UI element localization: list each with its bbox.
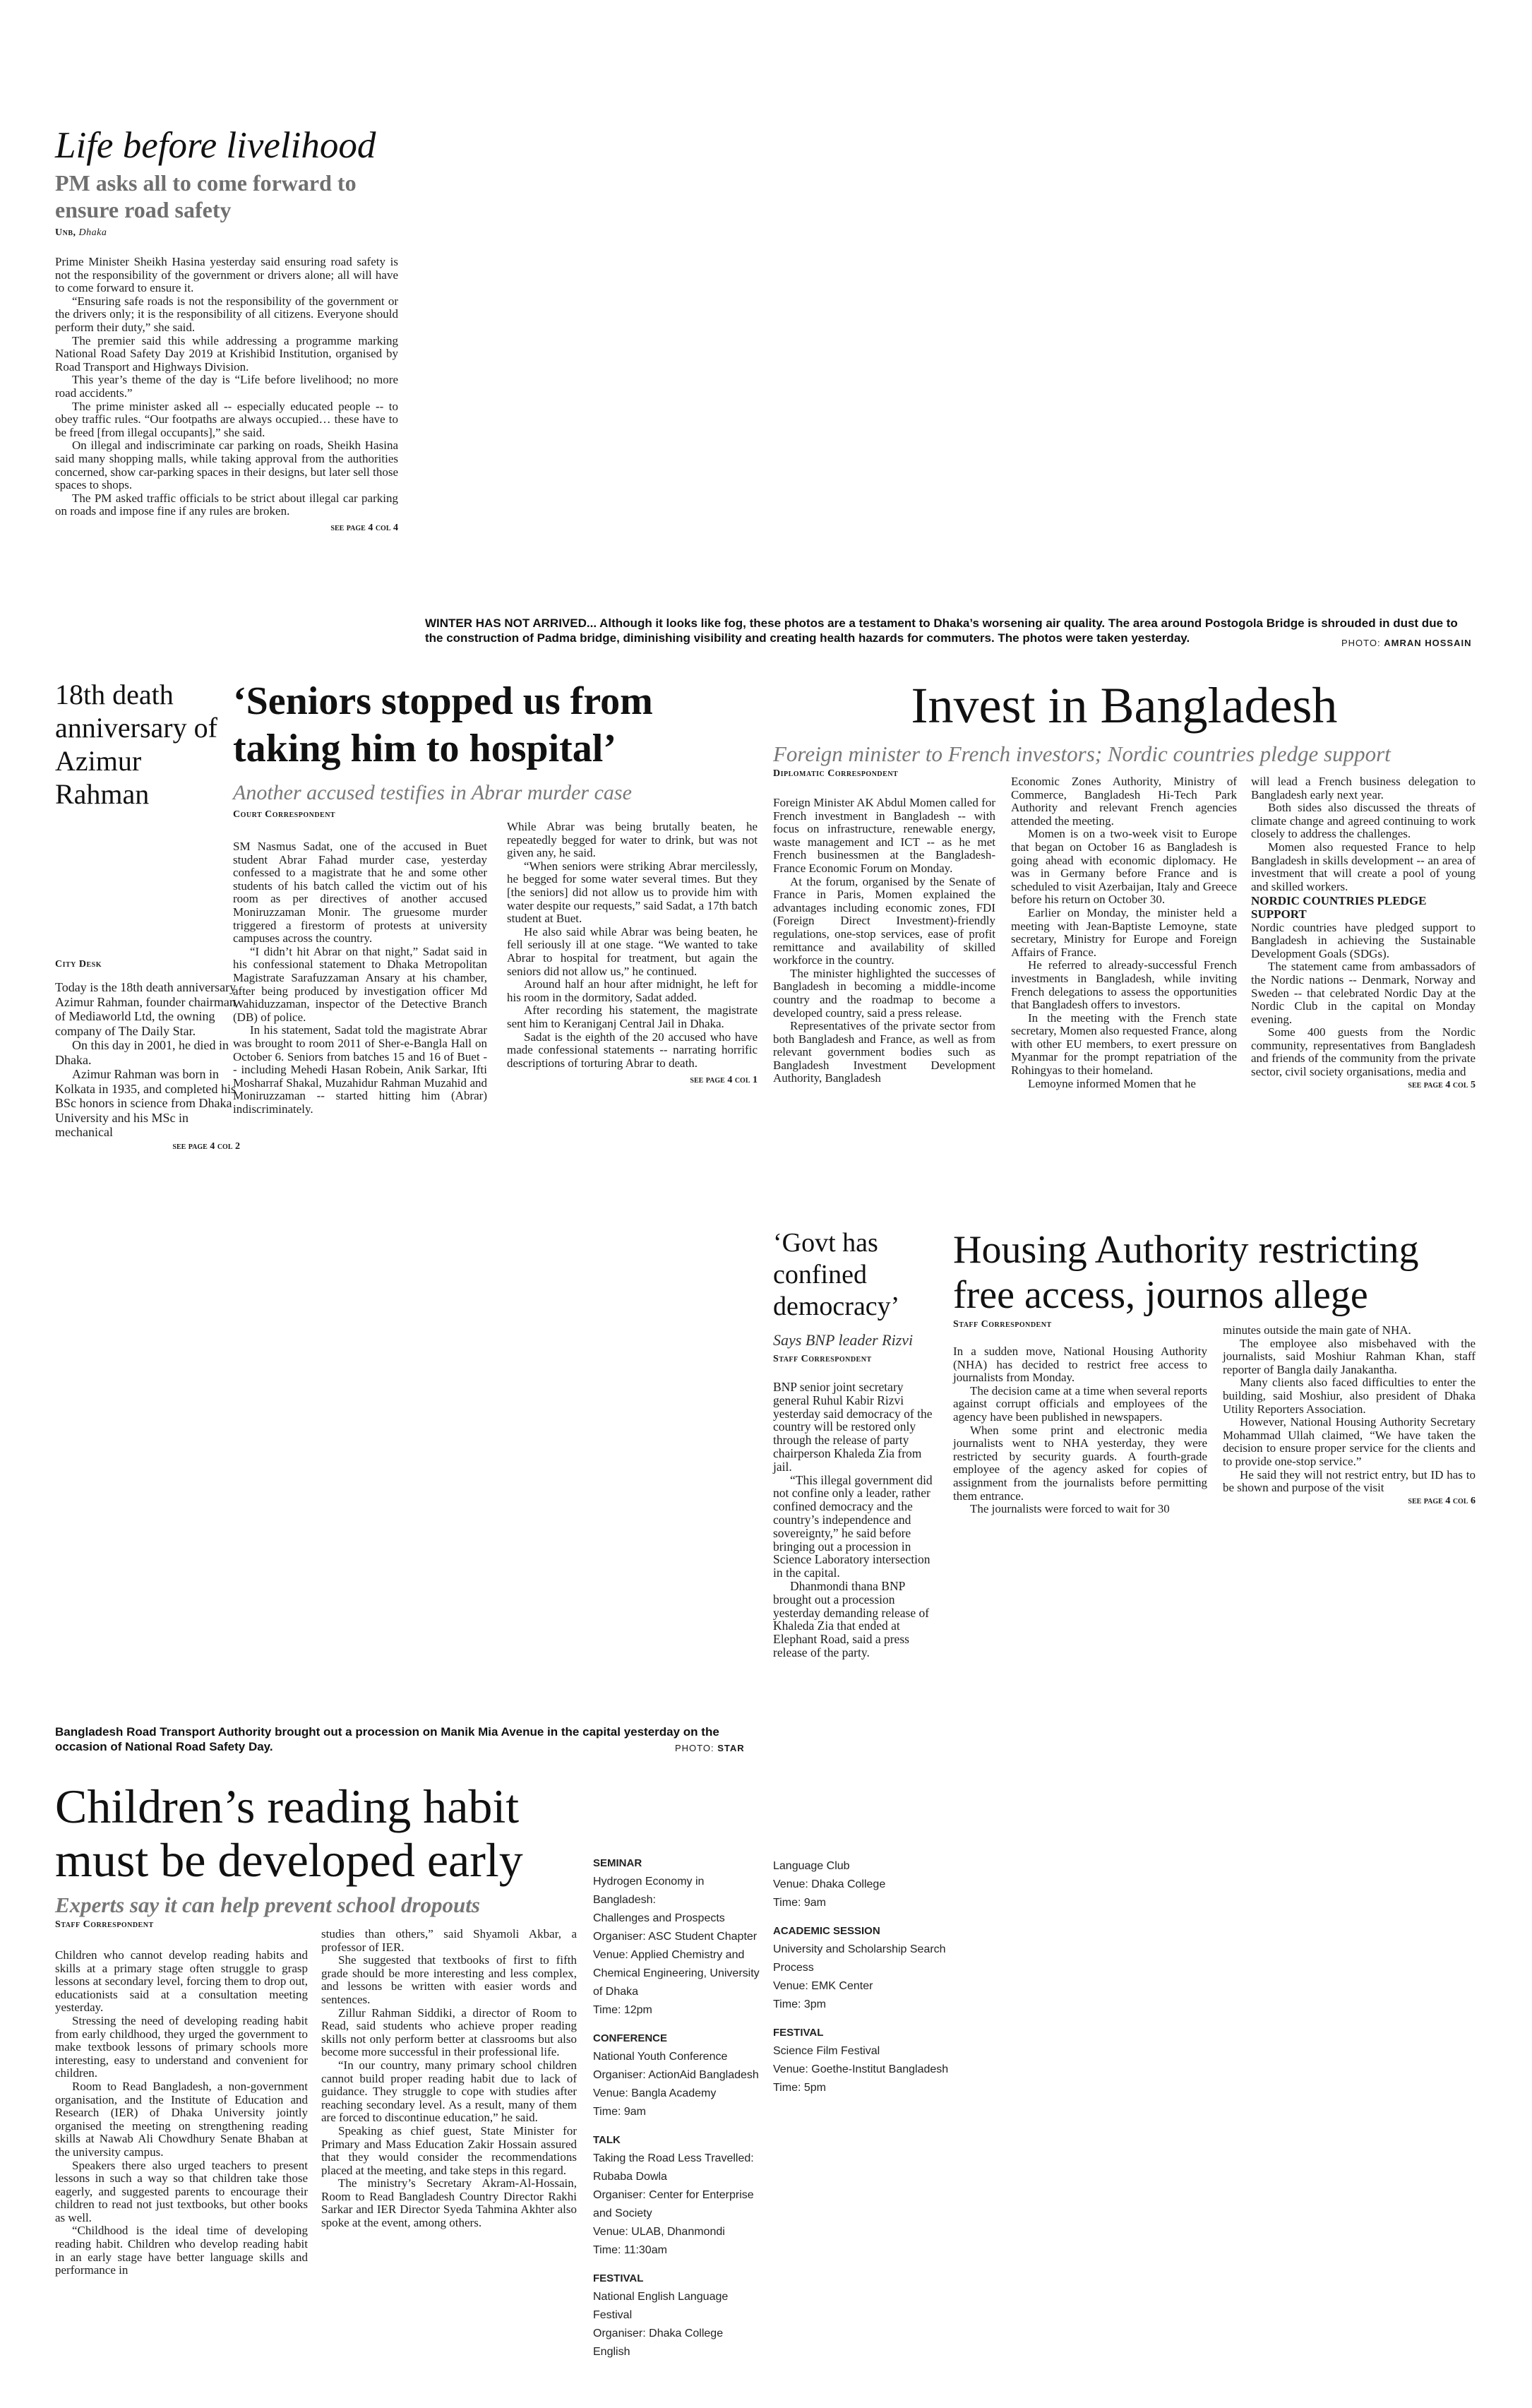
paragraph: Nordic countries have pledged support to Bangladesh in achieving the Sustainable Development Goals (SDGs). [1251,920,1476,960]
jump-line[interactable]: see page 4 col 2 [172,1140,240,1152]
paragraph: The PM asked traffic officials to be strict about illegal car parking on roads and impose fine if any rules are broken. [55,491,398,518]
paragraph: Children who cannot develop reading habits and skills at a primary stage often struggle to grasp lessons at secondary level, forcing them to drop out, educationists said at a consultation meeting yesterday. [55,1948,308,2015]
invest-column-1 [773,797,995,1085]
paragraph: When some print and electronic media journalists went to NHA yesterday, they were restricted by security guards. A fourth-grade employee of the agency asked for copies of assignment from the journalists before permitting them entrance. [953,1423,1207,1503]
deck: Another accused testifies in Abrar murder case [233,781,632,804]
article-body [773,1381,942,1659]
listing-line: Taking the Road Less Travelled: [593,2152,754,2164]
listing-line: Language Club [773,1860,850,1872]
paragraph: He also said while Abrar was being beaten, he fell seriously ill at one stage. “We wanted to take Abrar to hospital for treatment, but again the seniors did not allow us,” he continued. [507,924,758,978]
invest-column-2 [1011,775,1237,1090]
listing-line: Venue: Bangla Academy [593,2087,717,2099]
paragraph: Representatives of the private sector from both Bangladesh and France, as well as from relevant government bodies such as Bangladesh Investment Development Authority, Bangladesh [773,1019,995,1085]
listing-line: Venue: Goethe-Institut Bangladesh [773,2063,949,2075]
story-azimur-rahman [55,678,240,1152]
headline: ‘Govt has confined democracy’ [773,1228,900,1321]
listing-line: National English Language Festival [593,2291,729,2321]
listing-line: Organiser: Dhaka College English [593,2327,724,2358]
invest-column-3 [1251,775,1476,1092]
paragraph: Both sides also discussed the threats of climate change and agreed continuing to work closely to address the challenges. [1251,801,1476,841]
paragraph: In a sudden move, National Housing Authority (NHA) has decided to restrict free access to journalists from Monday. [953,1345,1207,1385]
byline: Court Correspondent [233,809,336,820]
event-listings-column-2 [773,1857,950,2097]
listing-line: Time: 9am [773,1897,826,1909]
paragraph: He said they will not restrict entry, but ID has to be shown and purpose of the visit [1223,1467,1476,1495]
listing-line: Time: 11:30am [593,2244,667,2256]
story-housing-authority [953,1227,1476,1330]
headline: Life before livelihood [55,125,376,166]
listing-line: Time: 12pm [593,2004,652,2016]
listing-line: Time: 5pm [773,2082,826,2094]
paragraph: The prime minister asked all -- especially educated people -- to obey traffic rules. “Our footpaths are always occupied… these have to be freed [from illegal occupants],” she said. [55,399,398,439]
photo-brta-procession [55,1232,761,1719]
children-column-1 [55,1949,308,2277]
paragraph: The ministry’s Secretary Akram-Al-Hossain, Room to Read Bangladesh Country Director Rakhi Sarkar and IER Director Syeda Tahmina Akhter also spoke at the event, among others. [321,2176,577,2230]
jump-line[interactable]: see page 4 col 4 [330,522,398,533]
byline: Diplomatic Correspondent [773,768,899,779]
photo-dust-postogola [425,21,1477,611]
deck: Foreign minister to French investors; Nordic countries pledge support [773,741,1391,766]
paragraph: Many clients also faced difficulties to enter the building, said Moshiur, also president of Dhaka Utility Reporters Association. [1223,1376,1476,1416]
photo-caption: Bangladesh Road Transport Authority brought out a procession on Manik Mia Avenue in the capital yesterday on the occasion of National Road Safety Day. [55,1725,719,1753]
paragraph: Momen is on a two-week visit to Europe that began on October 16 as Bangladesh is going ahead with economic diplomacy. He was in Germany before France and is scheduled to visit Azerbaijan, Italy and Greece before his return on October 30. [1011,827,1237,907]
paragraph: Room to Read Bangladesh, a non-government organisation, and the Institute of Education and Research (IER) of Dhaka University jointly organised the meeting on strengthening reading skills at Nawab Ali Chowdhury Senate Bhaban at the university campus. [55,2079,308,2159]
listing-line: Venue: Applied Chemistry and [593,1949,745,1961]
paragraph: “This illegal government did not confine only a leader, rather confined democracy and the country’s independence and sovereignty,” he said before bringing out a procession in Science Laboratory intersection in the capital. [773,1472,933,1580]
listing-line: Venue: Dhaka College [773,1878,886,1890]
paragraph: The employee also misbehaved with the journalists, said Moshiur Rahman Khan, staff reporter of Bangla daily Janakantha. [1223,1336,1476,1376]
listing-line: of Dhaka [593,1986,639,1998]
paragraph: “Childhood is the ideal time of developing reading habit. Children who develop reading habit in an early stage have better language skills and performance in [55,2224,308,2277]
deck: Experts say it can help prevent school dropouts [55,1893,480,1917]
paragraph: “Ensuring safe roads is not the responsibility of the government or the drivers only; it is the responsibility of all citizens. Everyone should perform their duty,” she said. [55,294,398,334]
paragraph: Today is the 18th death anniversary Azimur Rahman, founder chairman of Mediaworld Ltd, the owning company of The Daily Star. [55,980,237,1038]
listing-line: University and Scholarship Search [773,1943,946,1955]
headline: ‘Seniors stopped us from taking him to hospital’ [233,679,653,770]
byline: Unb, Dhaka [55,227,107,238]
paragraph: Azimur Rahman was born in Kolkata in 1935, and completed his BSc honors in science from Dhaka University and his MSc in mechanical [55,1067,236,1139]
listing-category: TALK [593,2134,621,2146]
listing-category: CONFERENCE [593,2032,668,2044]
paragraph: Dhanmondi thana BNP brought out a procession yesterday demanding release of Khaleda Zia that ended at Elephant Road, said a press release of the party. [773,1578,930,1659]
jump-line[interactable]: see page 4 col 5 [1408,1079,1476,1090]
paragraph: In the meeting with the French state secretary, Momen also requested France, along with other EU members, to exert pressure on Myanmar for the prompt repatriation of the Rohingyas to their homeland. [1011,1011,1237,1078]
photo-bottom-right [960,1780,1476,2366]
byline: Staff Correspondent [773,1354,872,1364]
deck: Says BNP leader Rizvi [773,1331,914,1349]
jump-line[interactable]: see page 4 col 6 [1408,1495,1476,1506]
paragraph: The minister highlighted the successes of Bangladesh in becoming a middle-income country and the roadmap to become a developed country, said a press release. [773,966,995,1020]
paragraph: BNP senior joint secretary general Ruhul Kabir Rizvi yesterday said democracy of the country will be restored only through the release of party chairperson Khaleda Zia from jail. [773,1380,933,1474]
listing-category: FESTIVAL [593,2272,644,2284]
deck: PM asks all to come forward to ensure road safety [55,170,357,222]
housing-column-2 [1223,1324,1476,1508]
listing-line: Venue: ULAB, Dhanmondi [593,2226,725,2238]
headline: 18th death anniversary of Azimur Rahman [55,679,217,810]
paragraph: He referred to already-successful French investments in Bangladesh, while inviting French delegations to assess the opportunities that Bangladesh offers to investors. [1011,958,1237,1012]
paragraph: will lead a French business delegation to Bangladesh early next year. [1251,775,1476,801]
children-column-2 [321,1928,577,2230]
paragraph: Zillur Rahman Siddiki, a director of Room to Read, said students who achieve proper reading skills not only perform better at classrooms but also become more successful in their professional life. [321,2005,577,2059]
headline: Children’s reading habit must be developed early [55,1780,523,1887]
paragraph: However, National Housing Authority Secretary Mohammad Ullah claimed, “We have taken the decision to ensure proper service for the clients and to provide one-stop service.” [1223,1415,1476,1468]
listing-line: Rubaba Dowla [593,2171,667,2183]
paragraph: This year’s theme of the day is “Life before livelihood; no more road accidents.” [55,373,398,400]
paragraph: On illegal and indiscriminate car parking on roads, Sheikh Hasina said many shopping malls, while taking approval from the authorities concerned, show car-parking spaces in their designs, but later sell those spaces to shops. [55,439,398,492]
paragraph: Momen also requested France to help Bangladesh in skills development -- an area of investment that will create a pool of young and skilled workers. [1251,840,1476,893]
listing-line: Chemical Engineering, University [593,1967,760,1979]
photo-caption: WINTER HAS NOT ARRIVED... Although it looks like fog, these photos are a testament to Dhaka’s worsening air quality. The area around Postogola Bridge is shrouded in dust due to the construction of Padma bridge, diminishing visibility and creating health hazards for commuters. The photos were taken yesterday. [425,616,1458,645]
listing-line: Organiser: ASC Student Chapter [593,1931,758,1943]
paragraph: Sadat is the eighth of the 20 accused who have made confessional statements -- narrating horrific descriptions of torturing Abrar to death. [507,1030,758,1070]
jump-line[interactable]: see page 4 col 1 [690,1075,758,1086]
byline: Staff Correspondent [953,1319,1052,1330]
article-body [55,256,398,518]
listing-line: Hydrogen Economy in Bangladesh: [593,1876,705,1906]
paragraph: minutes outside the main gate of NHA. [1223,1323,1411,1337]
paragraph: Around half an hour after midnight, he left for his room in the dormitory, Sadat added. [507,977,758,1004]
paragraph: Stressing the need of developing reading habit from early childhood, they urged the government to make textbook lessons of primary schools more interesting, easy to understand and convenient for children. [55,2013,308,2080]
paragraph: While Abrar was being brutally beaten, he repeatedly begged for water to drink, but was not given any, he said. [507,820,758,860]
paragraph: At the forum, organised by the Senate of France in Paris, Momen explained the advantages including economic zones, FDI (Foreign Direct Investment)-friendly regulations, one-stop services, ease of profit remittance and availability of skilled workforce in the country. [773,874,995,967]
paragraph: The statement came from ambassadors of the Nordic nations -- Denmark, Norway and Sweden -- that celebrated Nordic Day at the Nordic Club in the capital on Monday evening. [1251,960,1476,1026]
seniors-column-2 [507,821,758,1087]
paragraph: The decision came at a time when several reports against corrupt officials and employees of the agency have been published in newspapers. [953,1383,1207,1424]
paragraph: “I didn’t hit Abrar on that night,” Sadat said in his confessional statement to Dhaka Metropolitan Magistrate Sarafuzzaman Ansary at his chamber, after being produced by investigation officer Md Wahiduzzaman, inspector of the Detective Branch (DB) of police. [233,944,487,1024]
story-seniors [233,678,762,821]
paragraph: Earlier on Monday, the minister held a meeting with Jean-Baptiste Lemoyne, state secretary, Ministry for Europe and Foreign Affairs of France. [1011,905,1237,959]
story-life-before-livelihood [55,124,398,534]
paragraph: Lemoyne informed Momen that he [1028,1076,1196,1090]
subhead: NORDIC COUNTRIES PLEDGE SUPPORT [1251,894,1427,921]
paragraph: “When seniors were striking Abrar mercilessly, he begged for some water several times. But they [the seniors] did not allow us to provide him with water despite our requests,” said Sadat, a 17th batch student at Buet. [507,859,758,926]
byline: Staff Correspondent [55,1919,154,1930]
paragraph: Economic Zones Authority, Ministry of Commerce, Bangladesh Hi-Tech Park Authority and relevant French agencies attended the meeting. [1011,775,1237,828]
listing-line: Organiser: Center for Enterprise [593,2189,754,2201]
paragraph: She suggested that textbooks of first to fifth grade should be more interesting and less complex, and lessons be written with easier words and sentences. [321,1953,577,2006]
listing-line: Organiser: ActionAid Bangladesh [593,2069,759,2081]
paragraph: In his statement, Sadat told the magistrate Abrar was brought to room 2011 of Sher-e-Bangla Hall on October 6. Seniors from batches 15 and 16 of Buet -- including Mehedi Hasan Robein, Anik Sarkar, Ifti Mosharraf Shakal, Muzahidur Rahman Muzahid and Moniruzzaman -- started hitting him (Abrar) indiscriminately. [233,1023,487,1116]
story-children-reading [55,1780,578,1931]
paragraph: studies than others,” said Shyamoli Akbar, a professor of IER. [321,1927,577,1954]
paragraph: SM Nasmus Sadat, one of the accused in Buet student Abrar Fahad murder case, yesterday confessed to a magistrate that he and some other students of his batch called the victim out of his room as per directives of another accused Moniruzzaman Monir. The gruesome murder triggered a firestorm of protests at university campuses across the country. [233,840,487,946]
byline: City Desk [55,959,102,970]
paragraph: The premier said this while addressing a programme marking National Road Safety Day 2019 at Krishibid Institution, organised by Road Transport and Highways Division. [55,333,398,374]
paragraph: On this day in 2001, he died in Dhaka. [55,1038,229,1067]
paragraph: Speaking as chief guest, State Minister for Primary and Mass Education Zakir Hossain assured that they would consider the recommendations placed at the meeting, and take steps in this regard. [321,2123,577,2177]
listing-line: Venue: EMK Center [773,1980,873,1992]
housing-column-1 [953,1345,1207,1516]
paragraph: After recording his statement, the magistrate sent him to Keraniganj Central Jail in Dhaka. [507,1003,758,1030]
headline: Invest in Bangladesh [911,677,1338,734]
paragraph: The journalists were forced to wait for 30 [970,1502,1170,1516]
listing-line: Process [773,1962,814,1974]
paragraph: Prime Minister Sheikh Hasina yesterday said ensuring road safety is not the responsibility of the government or drivers alone; all will have to come forward to ensure it. [55,255,398,295]
listing-line: Time: 9am [593,2106,646,2118]
listing-category: SEMINAR [593,1857,642,1869]
listing-line: Science Film Festival [773,2045,880,2057]
paragraph: “In our country, many primary school children cannot build proper reading habit due to lack of guidance. They struggle to cope with studies after reaching secondary level. As a result, many of them are forced to discontinue education,” he said. [321,2058,577,2125]
listing-line: and Society [593,2207,652,2219]
listing-line: National Youth Conference [593,2051,728,2063]
article-body [55,980,240,1140]
paragraph: Foreign Minister AK Abdul Momen called for French investment in Bangladesh -- with focus on infrastructure, renewable energy, waste management and ICT -- as he met French businessmen at the Bangladesh-France Economic Forum on Monday. [773,796,995,875]
story-govt-democracy [773,1227,942,1659]
photo-credit: PHOTO: AMRAN HOSSAIN [1341,638,1472,648]
headline: Housing Authority restricting free access, journos allege [953,1228,1419,1317]
listing-category: ACADEMIC SESSION [773,1925,880,1937]
listing-line: Challenges and Prospects [593,1912,725,1924]
listing-line: Time: 3pm [773,1998,826,2010]
event-listings-column-1 [593,1854,762,2361]
story-invest [773,676,1476,780]
listing-category: FESTIVAL [773,2027,824,2039]
photo-credit: PHOTO: STAR [675,1743,745,1753]
seniors-column-1 [233,840,487,1116]
paragraph: Some 400 guests from the Nordic community, representatives from Bangladesh and friends of the community from the private sector, civil society organisations, media and [1251,1025,1476,1079]
paragraph: Speakers there also urged teachers to present lessons in such a way so that children take those eagerly, and suggested parents to encourage their children to read not just textbooks, but other books as well. [55,2158,308,2224]
